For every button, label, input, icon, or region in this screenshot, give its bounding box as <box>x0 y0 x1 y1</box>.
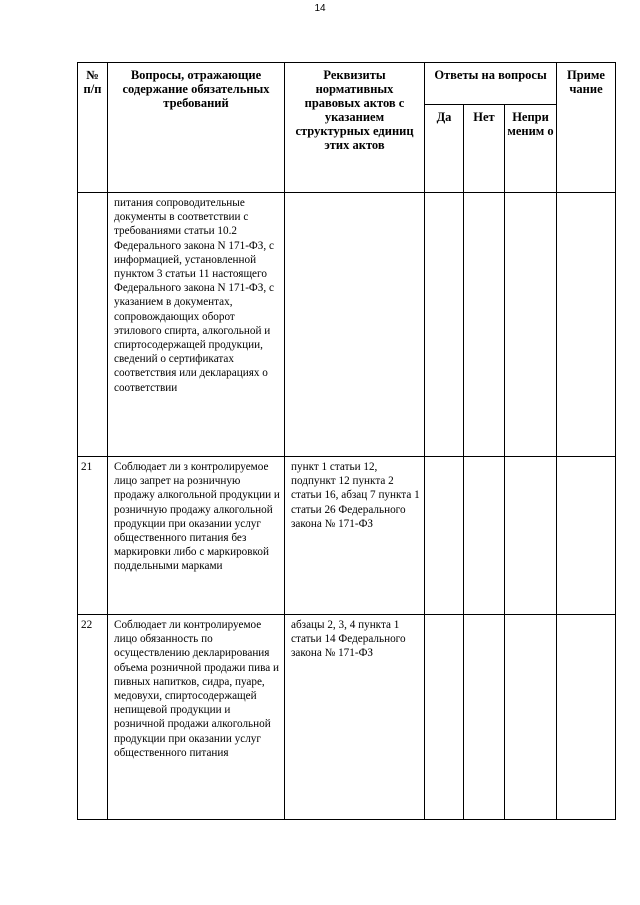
header-note: Приме чание <box>557 63 616 193</box>
row-yes-cell[interactable] <box>425 615 464 820</box>
row-note-cell[interactable] <box>557 615 616 820</box>
row-question-cell: Соблюдает ли контролируемое лицо обязанность по осуществлению декларирования объема розничной продажи пива и пивных напитков, сидра, пуаре, медовухи, спиртосодержащей непищевой продукции и розничной продажи алкогольной продукции при оказании услуг общественного питания <box>108 615 285 820</box>
header-yes: Да <box>425 105 464 193</box>
header-answers: Ответы на вопросы <box>425 63 557 105</box>
page-number: 14 <box>314 3 326 14</box>
row-no-cell[interactable] <box>464 615 505 820</box>
header-requisites: Реквизиты нормативных правовых актов с указанием структурных единиц этих актов <box>285 63 425 193</box>
row-yes-cell[interactable] <box>425 457 464 615</box>
row-number-cell: 21 <box>78 457 108 615</box>
row-number-cell <box>78 193 108 457</box>
header-not-applicable: Непри меним о <box>505 105 557 193</box>
row-number-cell: 22 <box>78 615 108 820</box>
row-requisites-cell <box>285 193 425 457</box>
row-not-applicable-cell[interactable] <box>505 457 557 615</box>
row-note-cell[interactable] <box>557 457 616 615</box>
header-question: Вопросы, отражающие содержание обязательных требований <box>108 63 285 193</box>
header-no: Нет <box>464 105 505 193</box>
row-question-cell: Соблюдает ли з контролируемое лицо запрет на розничную продажу алкогольной продукции и розничную продажу алкогольной продукции при оказании услуг общественного питания без маркировки либо с маркировкой поддельными марками <box>108 457 285 615</box>
row-requisites-cell: абзацы 2, 3, 4 пункта 1 статьи 14 Федерального закона № 171-ФЗ <box>285 615 425 820</box>
row-yes-cell[interactable] <box>425 193 464 457</box>
header-number: № п/п <box>78 63 108 193</box>
row-no-cell[interactable] <box>464 457 505 615</box>
row-not-applicable-cell[interactable] <box>505 615 557 820</box>
row-note-cell[interactable] <box>557 193 616 457</box>
table-row <box>78 193 616 457</box>
checklist-table <box>77 62 616 820</box>
row-requisites-cell: пункт 1 статьи 12, подпункт 12 пункта 2 статьи 16, абзац 7 пункта 1 статьи 26 Федерального закона № 171-ФЗ <box>285 457 425 615</box>
row-not-applicable-cell[interactable] <box>505 193 557 457</box>
row-question-cell: питания сопроводительные документы в соответствии с требованиями статьи 10.2 Федерального закона N 171-ФЗ, с информацией, установленной пунктом 3 статьи 11 настоящего Федерального закона N 171-ФЗ, с указанием в документах, сопровождающих оборот этилового спирта, алкогольной и спиртосодержащей продукции, сведений о сертификатах соответствия или декларациях о соответствии <box>108 193 285 457</box>
table-row <box>78 615 616 820</box>
table-row <box>78 457 616 615</box>
row-no-cell[interactable] <box>464 193 505 457</box>
